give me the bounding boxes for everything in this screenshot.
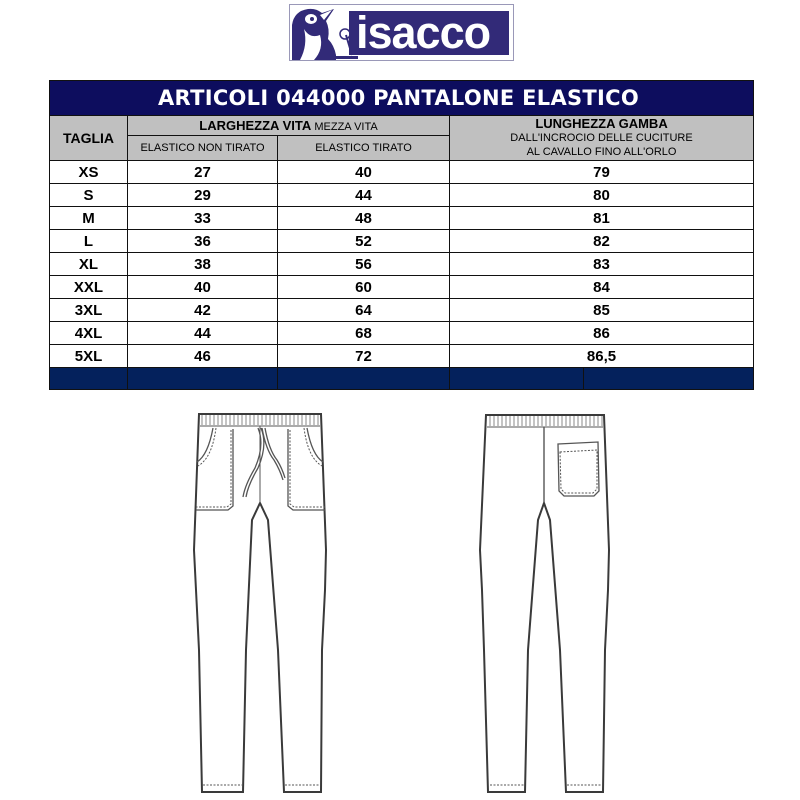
cell-stretched: 44 [278,184,450,207]
cell-size: XS [50,161,128,184]
cell-relaxed: 42 [128,299,278,322]
header-leg [450,116,754,161]
pants-back-view-drawing [460,400,620,800]
header-size: TAGLIA [50,116,128,161]
header-row-1 [50,116,754,136]
cell-relaxed: 46 [128,345,278,368]
cell-stretched: 72 [278,345,450,368]
table-row [50,253,754,276]
cell-relaxed: 29 [128,184,278,207]
cell-size: S [50,184,128,207]
cell-size: XL [50,253,128,276]
cell-stretched: 40 [278,161,450,184]
header-waist-label: LARGHEZZA VITA [199,118,311,133]
cell-leg: 85 [450,299,754,322]
header-leg-note-1: DALL'INCROCIO DELLE CUCITURE [510,132,693,144]
table-title: ARTICOLI 044000 PANTALONE ELASTICO [50,81,754,116]
cell-size: L [50,230,128,253]
cell-leg: 83 [450,253,754,276]
cell-leg: 86 [450,322,754,345]
cell-relaxed: 44 [128,322,278,345]
pants-front-view-drawing [180,400,360,800]
cell-leg: 84 [450,276,754,299]
cell-leg: 79 [450,161,754,184]
cell-leg: 86,5 [450,345,754,368]
table-row [50,184,754,207]
cell-stretched: 68 [278,322,450,345]
table-row [50,276,754,299]
table-footer-row [50,368,754,390]
cell-stretched: 64 [278,299,450,322]
table-row [50,207,754,230]
table-row [50,299,754,322]
header-waist-relaxed: ELASTICO NON TIRATO [128,136,278,161]
table-row [50,161,754,184]
cell-stretched: 52 [278,230,450,253]
table-row [50,230,754,253]
table-row [50,322,754,345]
table-row [50,345,754,368]
header-waist-stretched: ELASTICO TIRATO [278,136,450,161]
header-waist [128,116,450,136]
cell-stretched: 56 [278,253,450,276]
header-leg-note-2: AL CAVALLO FINO ALL'ORLO [526,146,677,158]
cell-relaxed: 38 [128,253,278,276]
cell-size: 4XL [50,322,128,345]
size-chart-table [49,80,754,390]
cell-stretched: 48 [278,207,450,230]
cell-leg: 81 [450,207,754,230]
isacco-logo [289,4,514,61]
cell-relaxed: 27 [128,161,278,184]
cell-leg: 82 [450,230,754,253]
cell-size: 5XL [50,345,128,368]
cell-relaxed: 36 [128,230,278,253]
cell-size: M [50,207,128,230]
cell-leg: 80 [450,184,754,207]
header-leg-label: LUNGHEZZA GAMBA [535,116,668,131]
cell-relaxed: 33 [128,207,278,230]
cell-stretched: 60 [278,276,450,299]
logo-text: isacco [356,7,491,58]
header-waist-note: MEZZA VITA [314,121,378,133]
cell-size: 3XL [50,299,128,322]
cell-relaxed: 40 [128,276,278,299]
table-title-row [50,81,754,116]
cell-size: XXL [50,276,128,299]
